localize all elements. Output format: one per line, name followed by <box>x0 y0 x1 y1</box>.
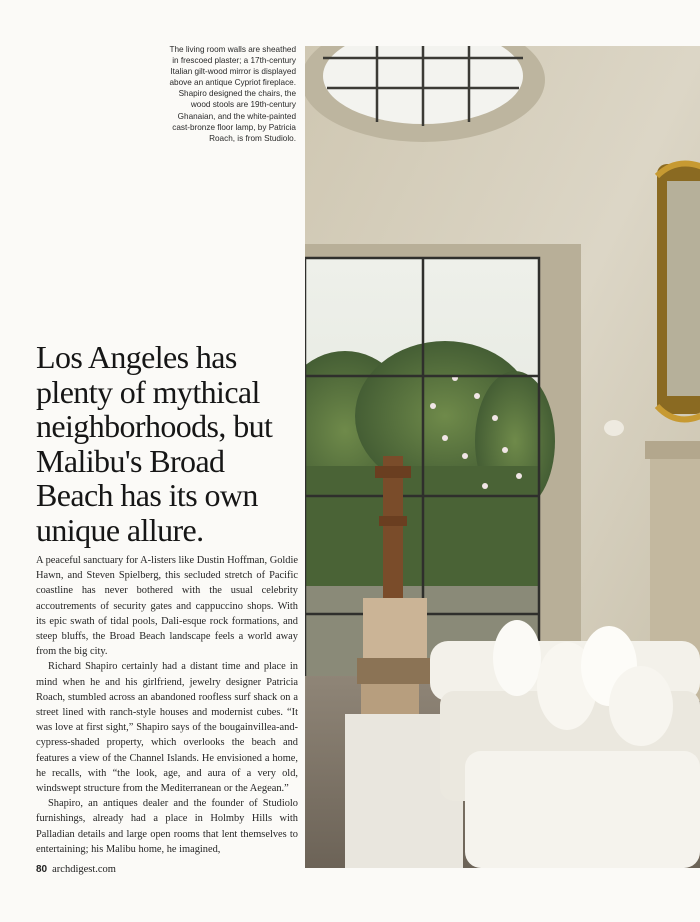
article-body <box>36 553 298 857</box>
site-name: archdigest.com <box>52 864 116 875</box>
living-room-illustration <box>305 46 700 868</box>
page-folio <box>36 864 116 875</box>
gilt-wood-mirror <box>657 164 700 420</box>
body-paragraph-2: Richard Shapiro certainly had a distant time and place in mind when he and his girlfriend, jewelry designer Patricia Roach, stumbled across an abandoned roofless surf shack on a street lined with ranch-style houses and modernist cubes. “It was love at first sight,” Shapiro says of the bougainvillea-and-cypress-shaded property, which overlooks the beach and features a view of the Channel Islands. He envisioned a home, he recalls, with “the look, age, and aura of a very old, windswept structure from the Mediterranean or the Aegean.” <box>36 661 298 795</box>
body-paragraph-1: A peaceful sanctuary for A-listers like Dustin Hoffman, Goldie Hawn, and Steven Spielberg, this secluded stretch of Pacific coastline has never bothered with the usual celebrity accoutrements of security gates and cappuccino shops. With its epic swath of tidal pools, Dali-esque rock formations, and steep bluffs, the Broad Beach landscape feels a world away from the big city. <box>36 555 298 658</box>
photo-caption: The living room walls are sheathed in frescoed plaster; a 17th-century Italian gilt-wood mirror is displayed above an antique Cypriot fireplace. Shapiro designed the chairs, the wood stools are 19th-century Ghanaian, and the white-painted cast-bronze floor lamp, by Patricia Roach, is from Studiolo. <box>169 45 296 143</box>
wall-sconce <box>604 420 624 436</box>
living-room-photo <box>305 46 700 868</box>
page-number: 80 <box>36 864 48 875</box>
white-sofa <box>430 620 700 868</box>
headline: Los Angeles has plenty of mythical neighborhoods, but Malibu's Broad Beach has its own unique allure. <box>36 339 273 548</box>
body-paragraph-3: Shapiro, an antiques dealer and the founder of Studiolo furnishings, already had a place in Holmby Hills with Palladian details and large open rooms that lent themselves to entertaining; his Malibu home, he imagined, <box>36 798 298 855</box>
